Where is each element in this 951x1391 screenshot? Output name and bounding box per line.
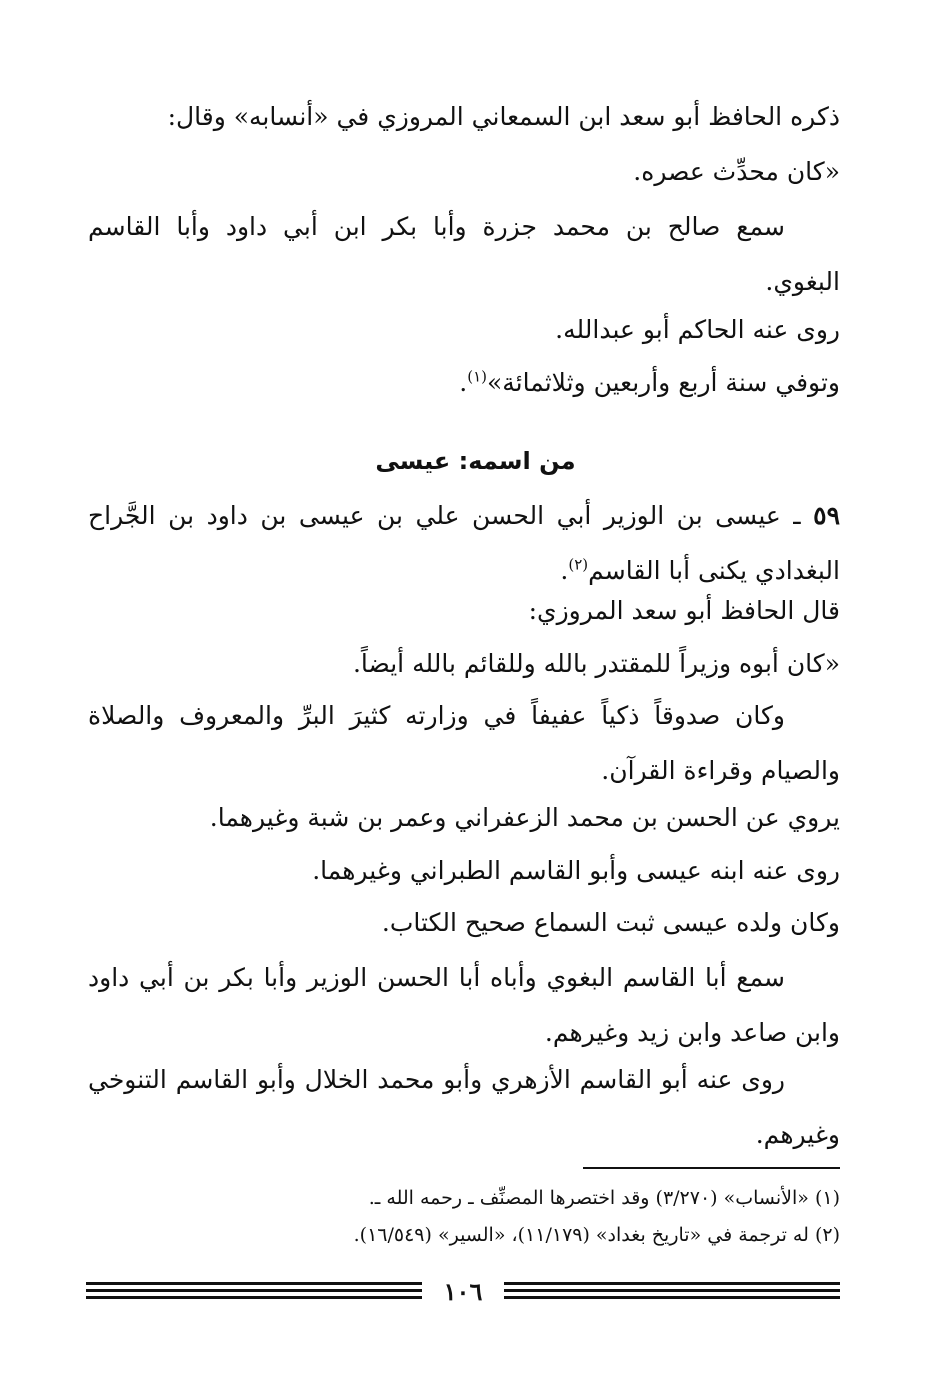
paragraph-line: [88, 488, 840, 543]
paragraph-death: [459, 355, 840, 410]
paragraph-narrated-by: [88, 1052, 840, 1162]
paragraph-line: روى عنه أبو القاسم الأزهري وأبو محمد الخلال وأبو القاسم التنوخي: [88, 1065, 785, 1094]
footnote-ref-1: (١): [467, 367, 487, 386]
page-footer: [86, 1278, 840, 1306]
footnote-1: (١) «الأنساب» (٣/٢٧٠) وقد اختصرها المصنِّف ـ رحمه الله ـ.: [368, 1187, 840, 1209]
footnote-ref-2: (٢): [568, 555, 589, 574]
paragraph-line: سمع أبا القاسم البغوي وأباه أبا الحسن الوزير وأبا بكر بن أبي داود: [88, 963, 785, 992]
paragraph-quote-start: «كان محدِّث عصره.: [633, 157, 840, 186]
paragraph-line: البغوي.: [765, 267, 840, 296]
paragraph-text: .: [560, 556, 569, 585]
entry-number: ٥٩: [813, 501, 840, 530]
footer-rule-left: [86, 1282, 422, 1302]
paragraph-heard: [88, 950, 840, 1060]
paragraph-line: والصيام وقراءة القرآن.: [601, 756, 840, 785]
paragraph-narrators: روى عنه الحاكم أبو عبدالله.: [555, 315, 840, 344]
paragraph-line: سمع صالح بن محمد جزرة وأبا بكر ابن أبي داود وأبا القاسم: [88, 212, 785, 241]
paragraph-teachers: [88, 199, 840, 309]
paragraph-transmits-from: يروي عن الحسن بن محمد الزعفراني وعمر بن شبة وغيرهما.: [209, 803, 840, 832]
footer-rule-right: [504, 1282, 840, 1302]
paragraph-text: البغدادي يكنى أبا القاسم: [588, 556, 840, 585]
paragraph-text: ـ عيسى بن الوزير أبي الحسن علي بن عيسى بن داود بن الجَّراح: [88, 501, 801, 530]
paragraph-line: وابن صاعد وابن زيد وغيرهم.: [544, 1018, 840, 1047]
paragraph-text: وتوفي سنة أربع وأربعين وثلاثمائة»: [486, 368, 840, 397]
paragraph-description: [88, 688, 840, 798]
footnote-separator: [583, 1167, 840, 1169]
paragraph-father: «كان أبوه وزيراً للمقتدر بالله وللقائم بالله أيضاً.: [352, 649, 840, 678]
paragraph-quote-intro: قال الحافظ أبو سعد المروزي:: [528, 596, 840, 625]
section-heading: من اسمه: عيسى: [375, 447, 576, 475]
paragraph-line: وكان صدوقاً ذكياً عفيفاً في وزارته كثيرَ البرِّ والمعروف والصلاة: [88, 701, 785, 730]
page-number: ١٠٦: [443, 1277, 483, 1306]
paragraph-line: وغيرهم.: [755, 1120, 840, 1149]
paragraph-son: وكان ولده عيسى ثبت السماع صحيح الكتاب.: [381, 908, 840, 937]
entry-59: [88, 488, 840, 598]
paragraph-source-mention: ذكره الحافظ أبو سعد ابن السمعاني المروزي في «أنسابه» وقال:: [167, 102, 840, 131]
paragraph-transmitters: روى عنه ابنه عيسى وأبو القاسم الطبراني وغيرهما.: [312, 856, 840, 885]
footnote-2: (٢) له ترجمة في «تاريخ بغداد» (١١/١٧٩)، «السير» (١٦/٥٤٩).: [353, 1224, 840, 1246]
paragraph-text: .: [459, 368, 468, 397]
